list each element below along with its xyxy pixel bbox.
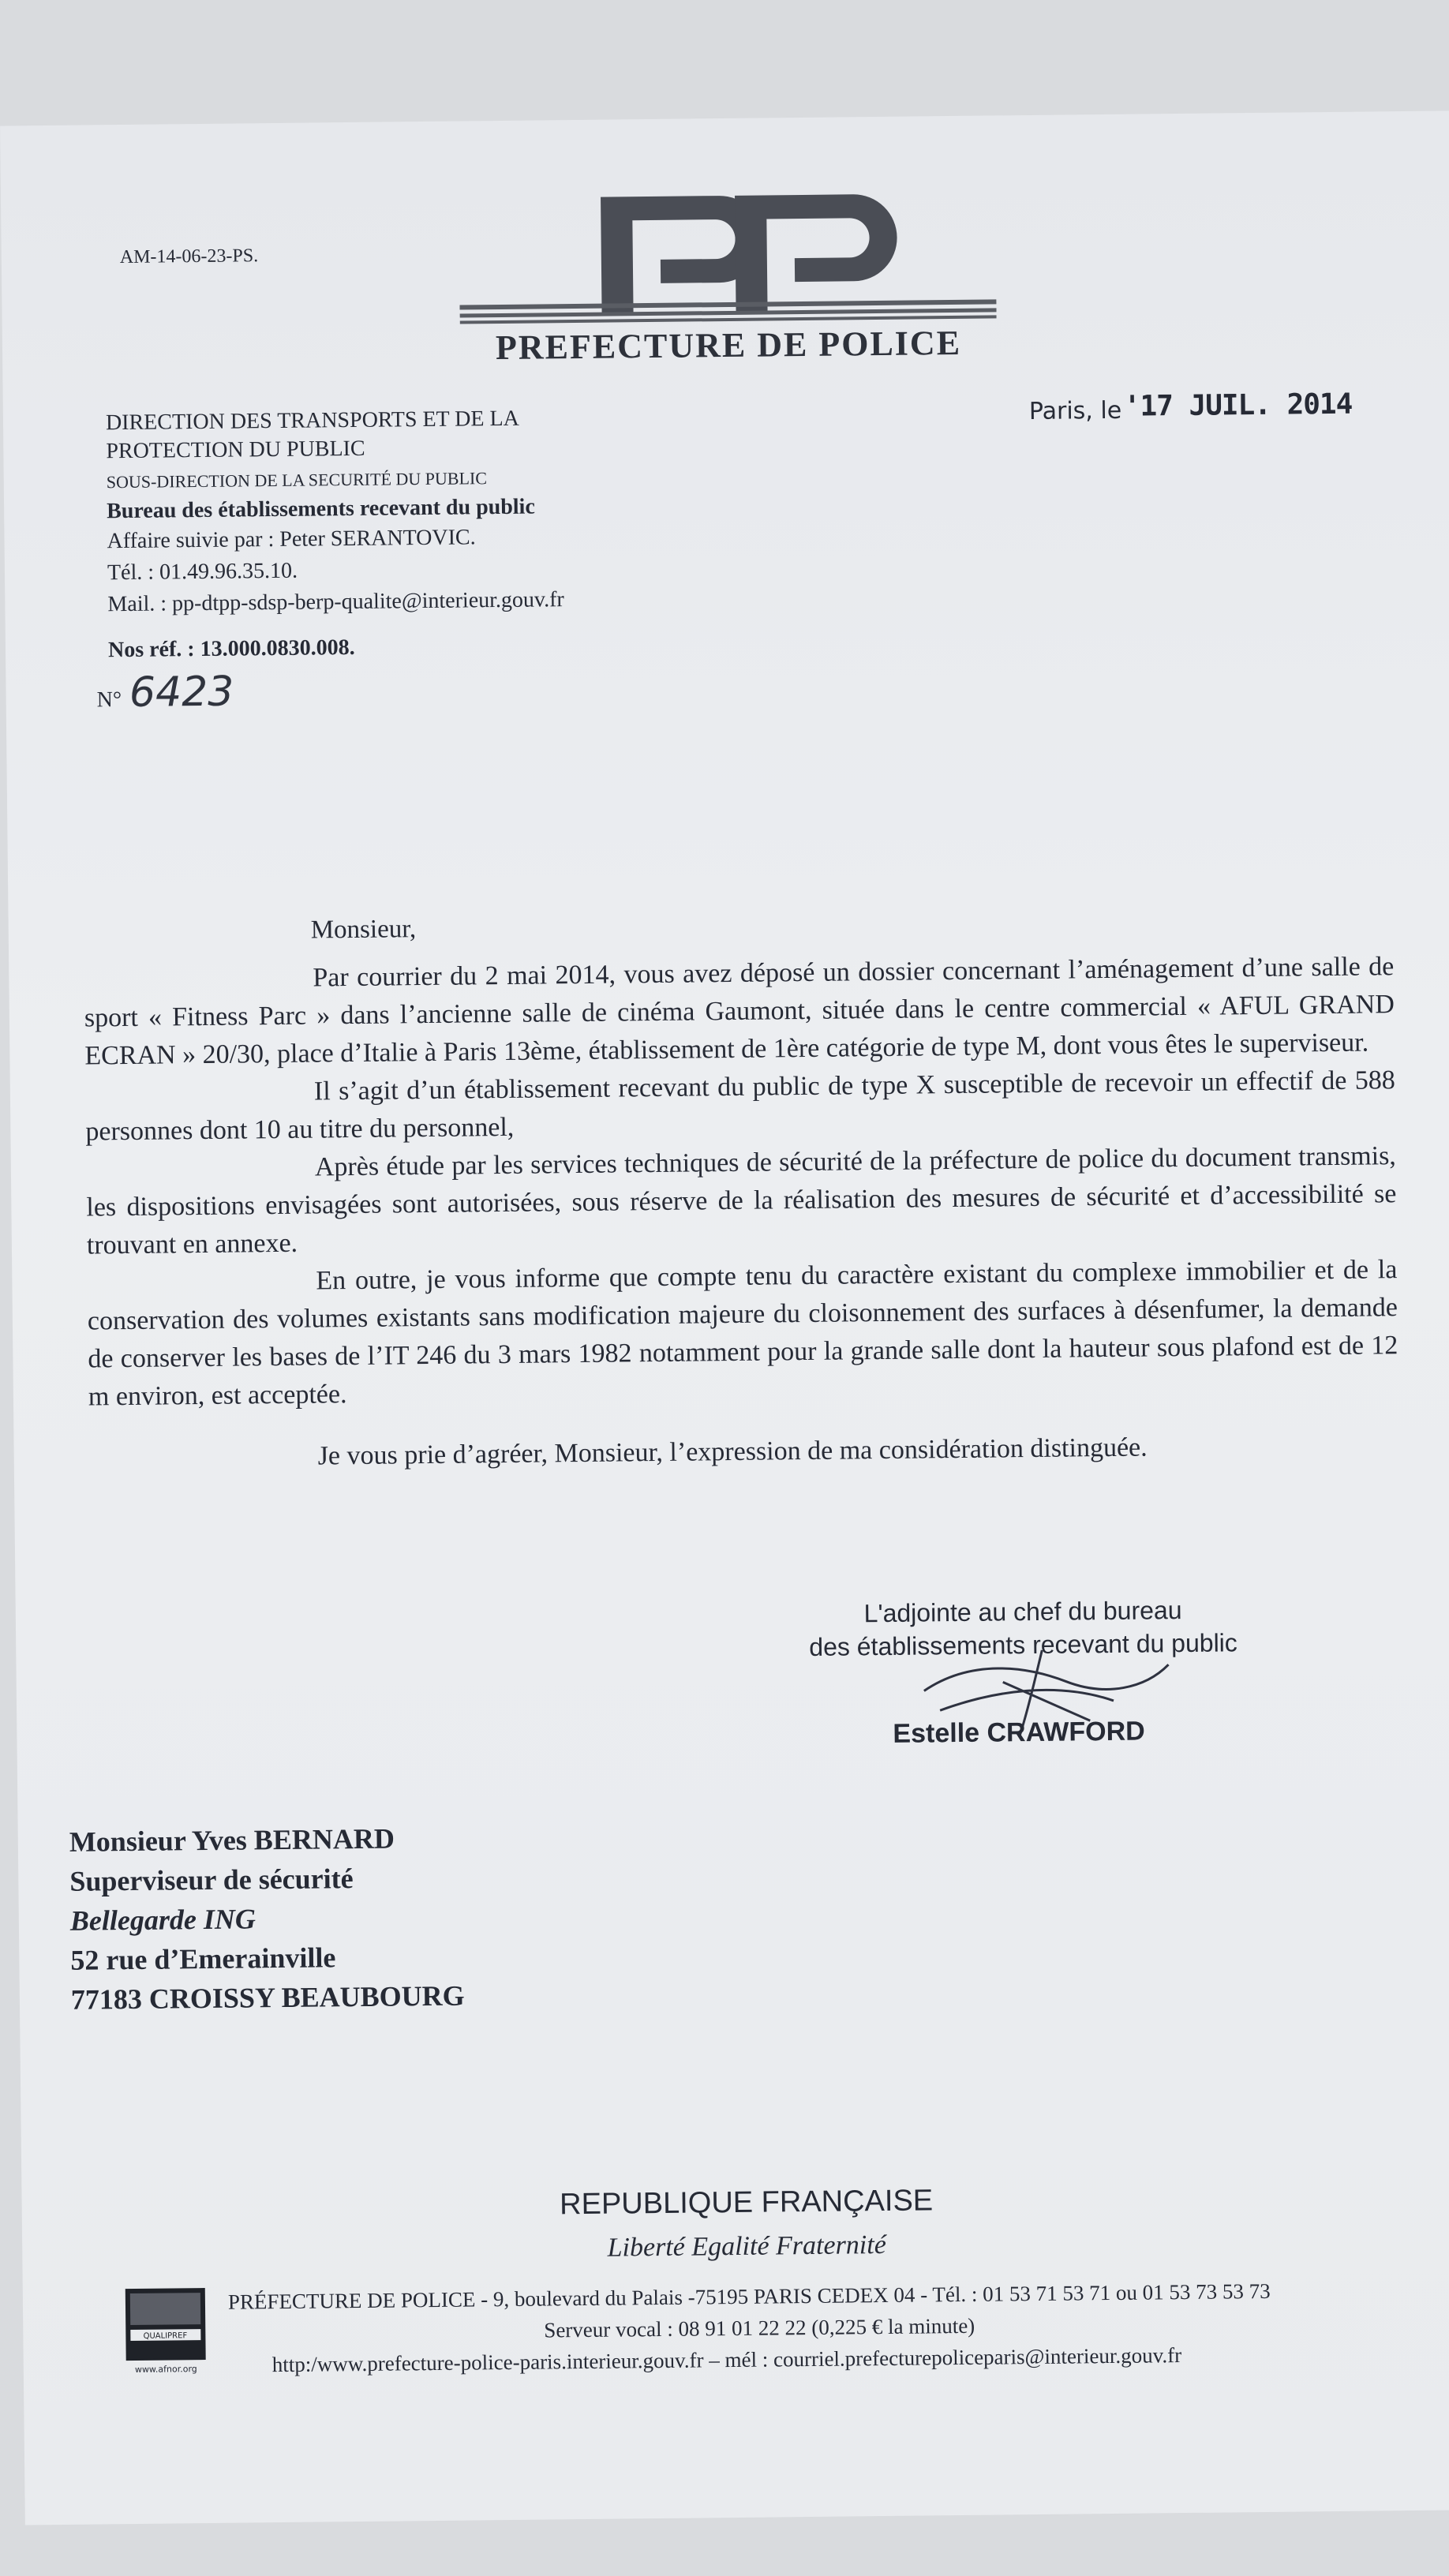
signature-title-1: L'adjointe au chef du bureau	[863, 1596, 1182, 1628]
date-stamp: '17 JUIL. 2014	[1123, 388, 1353, 423]
footer-address: PRÉFECTURE DE POLICE - 9, boulevard du Palais -75195 PARIS CEDEX 04 - Tél. : 01 53 71 53 71 ou 01 53 73 53 73	[227, 2278, 1271, 2314]
email-address: Mail. : pp-dtpp-sdsp-berp-qualite@interieur.gouv.fr	[107, 587, 564, 617]
recipient-street: 52 rue d’Emerainville	[70, 1941, 336, 1976]
case-handler: Affaire suivie par : Peter SERANTOVIC.	[107, 525, 476, 554]
letter-body	[84, 948, 1399, 1477]
direction-line-1: DIRECTION DES TRANSPORTS ET DE LA	[105, 406, 520, 436]
paragraph-2: Il s’agit d’un établissement recevant du public de type X susceptible de recevoir un effectif de 588 personnes dont 10 au titre du personnel,	[85, 1065, 1396, 1147]
recipient-address	[69, 1818, 465, 2020]
badge-label: QUALIPREF	[143, 2331, 188, 2341]
footer-website: http:/www.prefecture-police-paris.interieur.gouv.fr – mél : courriel.prefecturepoliceparis@interieur.gouv.fr	[271, 2343, 1182, 2377]
subdirection: SOUS-DIRECTION DE LA SECURITÉ DU PUBLIC	[106, 468, 488, 492]
our-reference: Nos réf. : 13.000.0830.008.	[107, 635, 355, 663]
signatory-name: Estelle CRAWFORD	[893, 1716, 1145, 1749]
recipient-company: Bellegarde ING	[69, 1903, 256, 1937]
quality-certification-badge-icon	[124, 2286, 208, 2362]
logo-title: PREFECTURE DE POLICE	[495, 323, 962, 368]
reference-code: AM-14-06-23-PS.	[119, 245, 259, 268]
signature-title-2: des établissements recevant du public	[809, 1628, 1237, 1661]
direction-line-2: PROTECTION DU PUBLIC	[106, 436, 365, 464]
recipient-city: 77183 CROISSY BEAUBOURG	[70, 1979, 465, 2016]
bureau-name: Bureau des établissements recevant du public	[107, 494, 535, 524]
footer-republique	[21, 2178, 1449, 2227]
republique-label: REPUBLIQUE FRANÇAISE	[559, 2184, 934, 2222]
recipient-name: Monsieur Yves BERNARD	[69, 1822, 395, 1858]
number-value: 6423	[129, 668, 234, 717]
republic-motto: Liberté Egalité Fraternité	[607, 2230, 886, 2263]
closing-formula: Je vous prie d’agréer, Monsieur, l’expression de ma considération distinguée.	[317, 1432, 1148, 1471]
number-label: N°	[96, 687, 122, 713]
badge-website: www.afnor.org	[134, 2364, 197, 2375]
letter-page	[0, 110, 1449, 2525]
paragraph-3: Après étude par les services techniques de sécurité de la préfecture de police du document transmis, les dispositions envisagées sont autorisées, sous réserve de la réalisation des mesures de sécurité et d’accessibilité se trouvant en annexe.	[86, 1141, 1397, 1260]
prefecture-logo	[459, 185, 997, 340]
salutation: Monsieur,	[310, 915, 417, 945]
date-label: Paris, le	[1028, 396, 1122, 425]
phone-number: Tél. : 01.49.96.35.10.	[107, 558, 298, 586]
footer-voice-server: Serveur vocal : 08 91 01 22 22 (0,225 € la minute)	[544, 2313, 975, 2342]
paragraph-4: En outre, je vous informe que compte tenu du caractère existant du complexe immobilier et de la conservation des volumes existants sans modification majeure du cloisonnement des surfaces à désenfumer, la demande de conserver les bases de l’IT 246 du 3 mars 1982 notamment pour la grande salle dont la hauteur sous plafond est de 12 m environ, est acceptée.	[87, 1255, 1398, 1412]
recipient-role: Superviseur de sécurité	[69, 1863, 354, 1897]
handwritten-number	[96, 668, 234, 717]
paragraph-1: Par courrier du 2 mai 2014, vous avez déposé un dossier concernant l’aménagement d’une salle de sport « Fitness Parc » dans l’ancienne salle de cinéma Gaumont, située dans le centre commercial « AFUL GRAND ECRAN » 20/30, place d’Italie à Paris 13ème, établissement de 1ère catégorie de type M, dont vous êtes le superviseur.	[84, 952, 1395, 1071]
